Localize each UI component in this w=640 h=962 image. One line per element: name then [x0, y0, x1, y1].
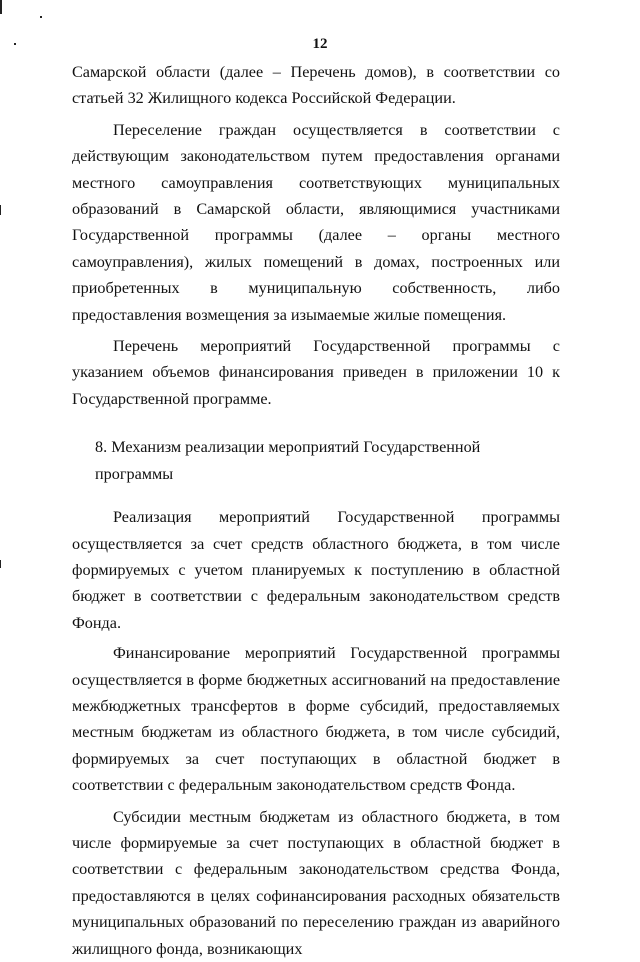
- scan-mark-top-left: [0, 0, 2, 14]
- scan-mark-left-1: [0, 205, 1, 215]
- paragraph-subsidies: Субсидии местным бюджетам из областного бюджета, в том числе формируемые за счет поступающих в областной бюджет в соответствии с федеральным законодательством средства Фонда, предоставляются в целях софинансирования расходных обязательств муниципальных образований по переселению граждан из аварийного жилищного фонда, возникающих: [72, 807, 560, 958]
- paragraph-intro-continuation: Самарской области (далее – Перечень домов), в соответствии со статьей 32 Жилищного кодекса Российской Федерации.: [72, 63, 560, 108]
- page-number: 12: [312, 36, 328, 52]
- section-heading: 8. Механизм реализации мероприятий Государственной программы: [95, 438, 481, 483]
- paragraph-measures-list: Перечень мероприятий Государственной программы с указанием объемов финансирования приведен в приложении 10 к Государственной программе.: [72, 337, 560, 408]
- scan-mark-dot-1: [40, 16, 42, 18]
- document-body: [72, 59, 560, 962]
- paragraph-resettlement: Переселение граждан осуществляется в соответствии с действующим законодательством путем предоставления органами местного самоуправления соответствующих муниципальных образований в Самарской области, являющимися участниками Государственной программы (далее – органы местного самоуправления), жилых помещений в домах, построенных или приобретенных в муниципальную собственность, либо предоставления возмещения за изымаемые жилые помещения.: [72, 120, 560, 324]
- paragraph-implementation: Реализация мероприятий Государственной программы осуществляется за счет средств областного бюджета, в том числе формируемых с учетом планируемых к поступлению в областной бюджет в соответствии с федеральным законодательством средств Фонда.: [72, 508, 560, 632]
- paragraph-financing: Финансирование мероприятий Государственной программы осуществляется в форме бюджетных ассигнований на предоставление межбюджетных трансфертов в форме субсидий, предоставляемых местным бюджетам из областного бюджета, в том числе субсидий, формируемых за счет поступающих в областной бюджет в соответствии с федеральным законодательством средств Фонда.: [72, 644, 560, 795]
- scan-mark-left-2: [0, 560, 1, 568]
